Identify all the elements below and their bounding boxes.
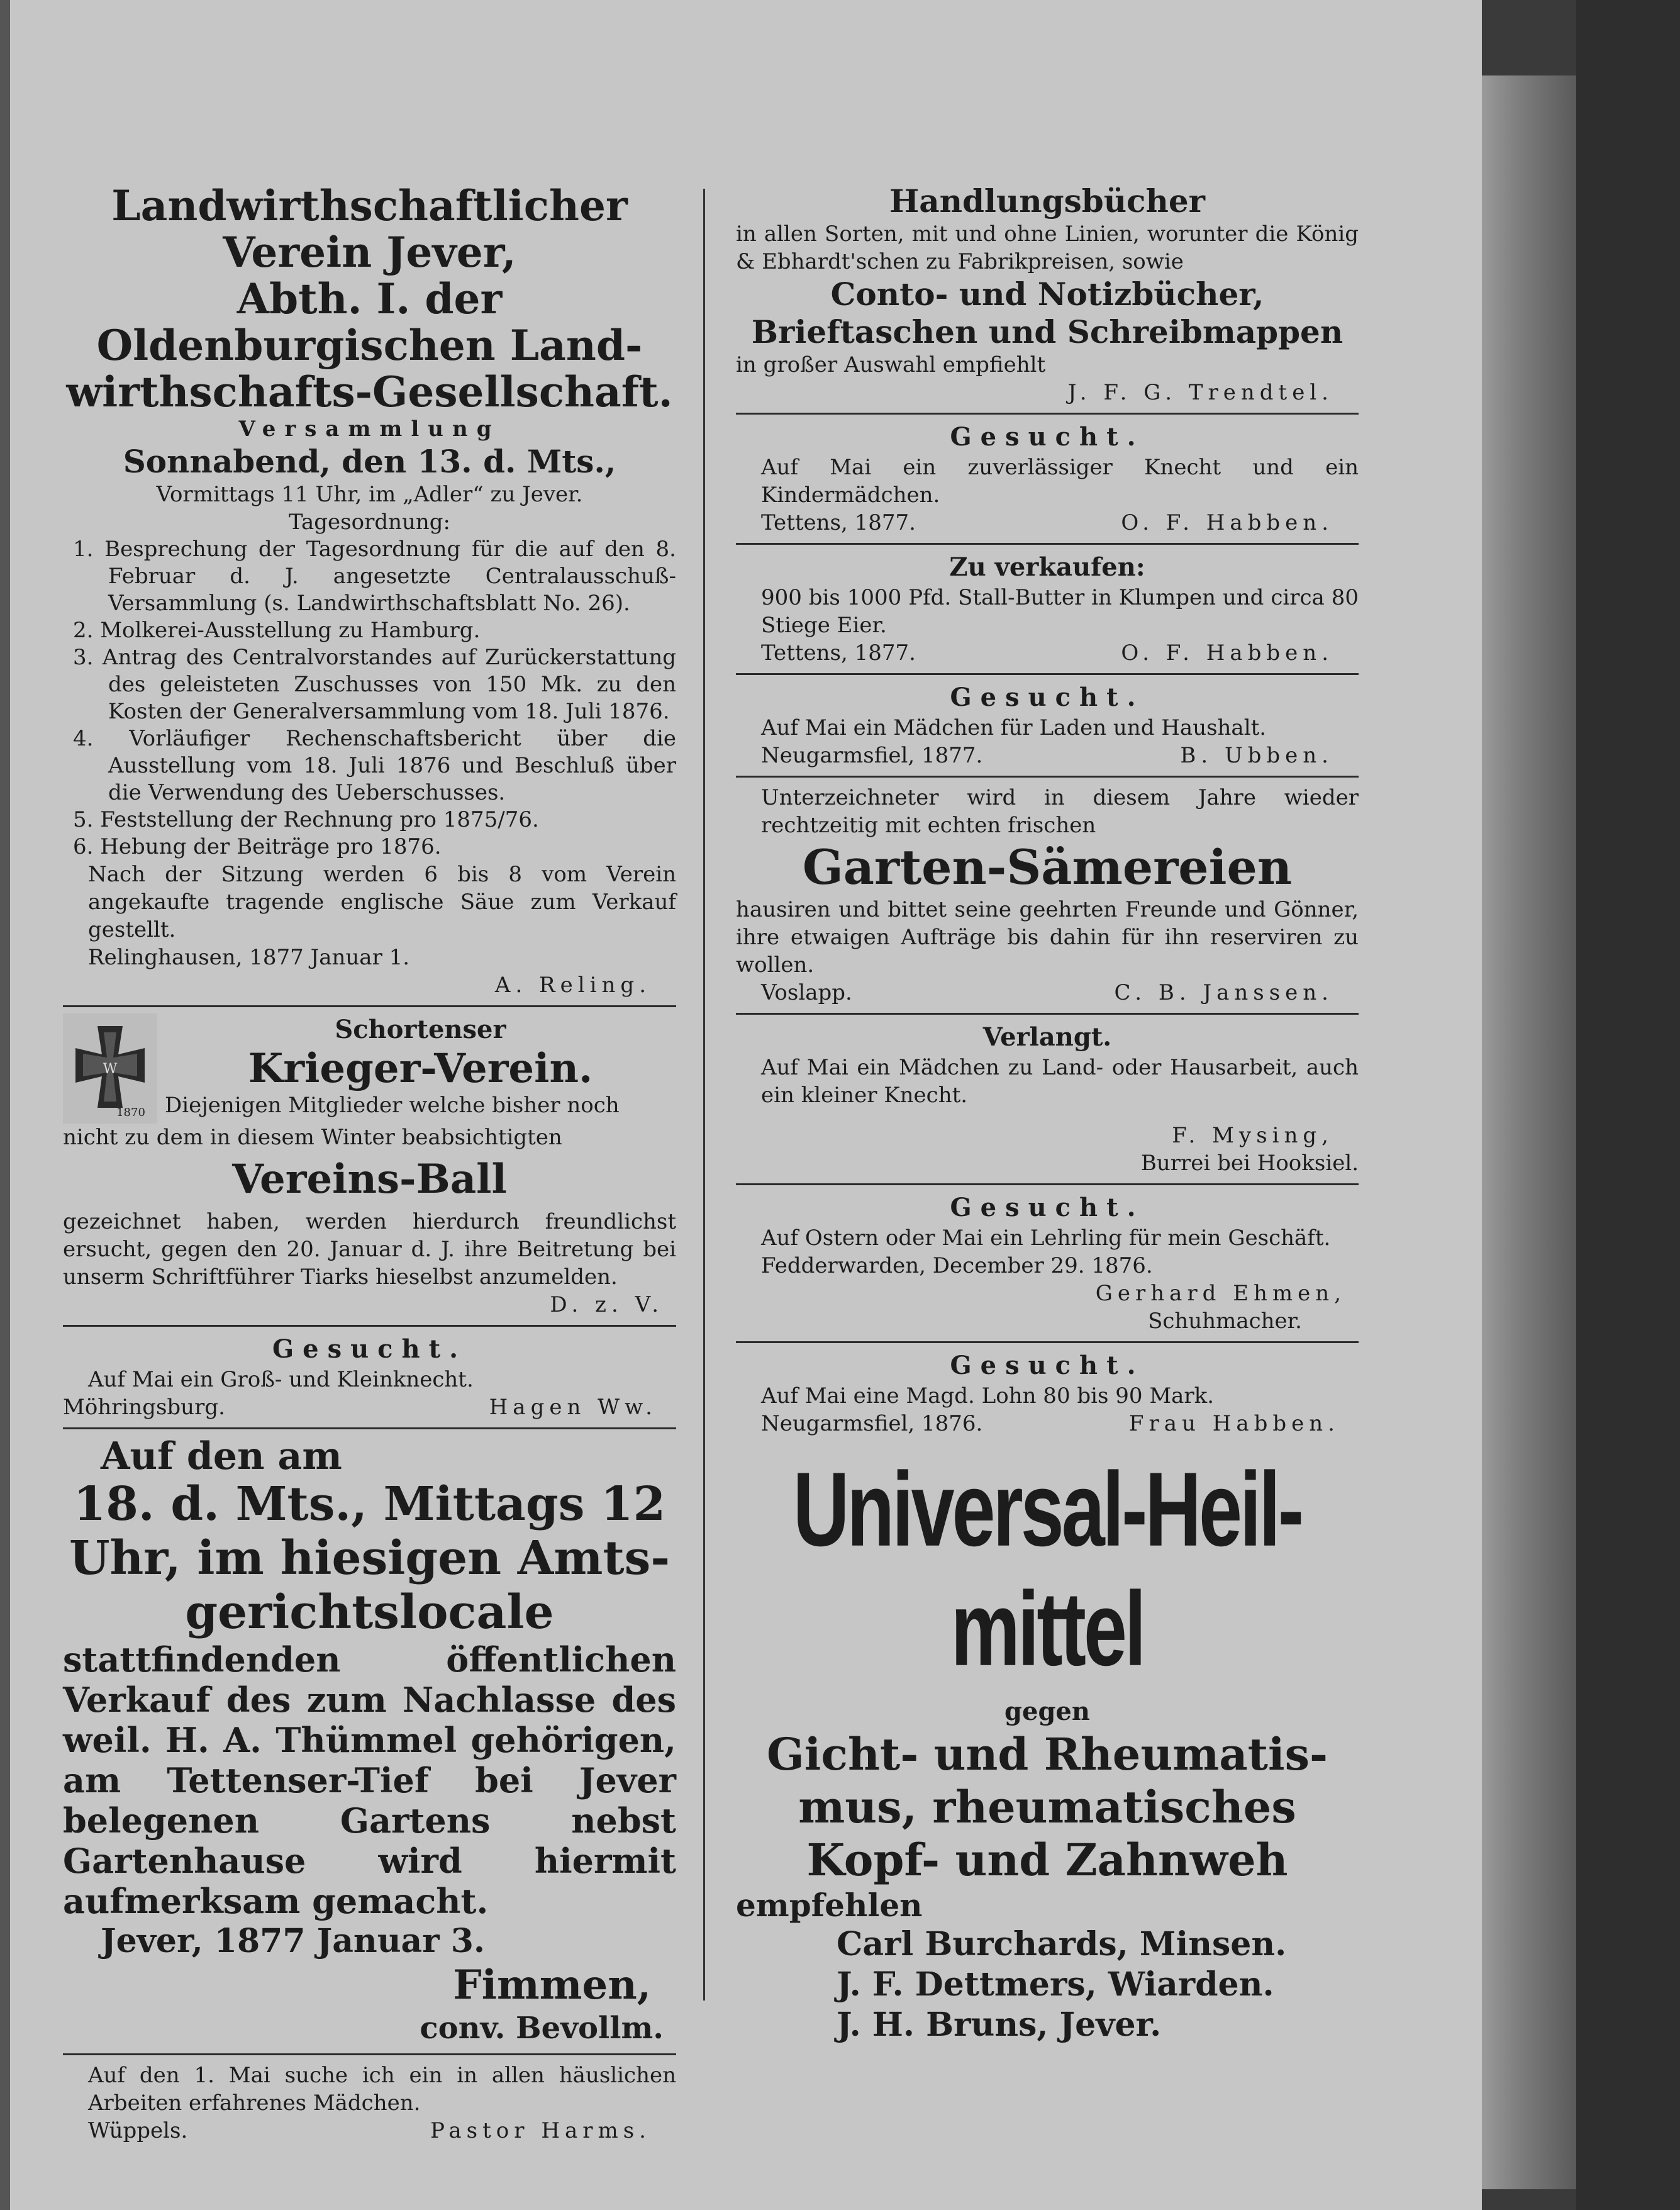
place-date: Fedderwarden, December 29. 1876. <box>761 1253 1153 1278</box>
ad-title-line: wirthschafts-Gesellschaft. <box>66 367 673 416</box>
ad-title: Gesucht. <box>950 1351 1145 1380</box>
agenda-list <box>63 536 676 861</box>
divider <box>63 2053 676 2055</box>
ad-text: Auf Mai ein Mädchen zu Land- oder Hausarbeit, auch ein kleiner Knecht. <box>761 1055 1359 1108</box>
ad-text: 900 bis 1000 Pfd. Stall-Butter in Klumpen und circa 80 Stiege Eier. <box>761 585 1359 638</box>
ad-text: Auf den 1. Mai suche ich ein in allen häuslichen Arbeiten erfahrenes Mädchen. <box>88 2063 676 2116</box>
ad-maedchen-wueppels <box>63 2062 676 2145</box>
divider <box>63 1005 676 1007</box>
ad-text: in allen Sorten, mit und ohne Linien, worunter die König & Ebhardt'schen zu Fabrikpreisen, sowie <box>736 221 1359 274</box>
agenda-item: 6. Hebung der Beiträge pro 1876. <box>73 834 442 859</box>
divider <box>736 543 1359 545</box>
binding-gutter <box>0 0 10 2210</box>
ad-title: Gesucht. <box>950 1193 1145 1222</box>
place-date: Relinghausen, 1877 Januar 1. <box>88 945 410 970</box>
divider <box>63 1427 676 1429</box>
divider <box>736 1013 1359 1015</box>
left-column <box>63 182 676 2145</box>
ad-krieger-verein <box>63 1013 676 1319</box>
place: Neugarmsfiel, 1876. <box>761 1411 983 1436</box>
ad-line: Schortenser <box>335 1015 506 1044</box>
divider <box>736 1183 1359 1185</box>
ad-line: 18. d. Mts., Mittags 12 <box>73 1477 666 1531</box>
ad-highlight: Conto- und Notizbücher, <box>830 276 1264 313</box>
ad-highlight: Garten-Sämereien <box>802 839 1293 895</box>
column-rule <box>703 189 705 2001</box>
ad-highlight: Brieftaschen und Schreibmappen <box>751 313 1343 350</box>
right-column <box>736 182 1359 2045</box>
ad-garten-saemereien <box>736 784 1359 1007</box>
ad-title-line: Landwirthschaftlicher Verein Jever, <box>111 181 628 277</box>
ad-line: mus, rheumatisches <box>798 1781 1296 1833</box>
divider <box>736 673 1359 675</box>
event-title: Vereins-Ball <box>232 1156 507 1203</box>
signature-place: Burrei bei Hooksiel. <box>1140 1151 1359 1176</box>
place: Voslapp. <box>761 980 852 1005</box>
ad-text: gezeichnet haben, werden hierdurch freundlichst ersucht, gegen den 20. Januar d. J. ihre Beitretung bei unserm Schriftführer Tiarks hieselbst anzumelden. <box>63 1209 676 1290</box>
ad-title: Gesucht. <box>950 422 1145 452</box>
ad-text: Diejenigen Mitglieder welche bisher noch <box>165 1093 620 1118</box>
signature: Gerhard Ehmen, <box>1095 1281 1346 1306</box>
ad-title: Gesucht. <box>272 1334 467 1364</box>
ad-verkauf-thuemmel <box>63 1436 676 2047</box>
divider <box>736 413 1359 415</box>
signature: J. F. G. Trendtel. <box>1067 380 1333 405</box>
ad-text: Auf Ostern oder Mai ein Lehrling für mein Geschäft. <box>761 1225 1331 1251</box>
ad-line: Kopf- und Zahnweh <box>806 1834 1288 1886</box>
meeting-time-place: Vormittags 11 Uhr, im „Adler“ zu Jever. <box>156 482 583 507</box>
vendor-name: Carl Burchards, Minsen. <box>837 1925 1287 1963</box>
place: Tettens, 1877. <box>761 510 916 535</box>
divider <box>736 1341 1359 1343</box>
place: Neugarmsfiel, 1877. <box>761 743 983 768</box>
agenda-item: 4. Vorläufiger Rechenschaftsbericht über die Ausstellung vom 18. Juli 1876 und Beschluß über die Verwendung des Ueberschusses. <box>73 726 676 805</box>
ad-gesucht-fedderwarden <box>736 1192 1359 1335</box>
place-date: Jever, 1877 Januar 3. <box>101 1922 486 1960</box>
signature-role: Schuhmacher. <box>1148 1309 1302 1334</box>
cross-letter: W <box>103 1061 118 1077</box>
agenda-item: 3. Antrag des Centralvorstandes auf Zurückerstattung des geleisteten Zuschusses von 150 Mk. zu den Kosten der Generalversammlung vom 18. Juli 1876. <box>73 645 676 724</box>
ad-text: Unterzeichneter wird in diesem Jahre wieder rechtzeitig mit echten frischen <box>761 785 1359 838</box>
ad-title: Zu verkaufen: <box>949 552 1145 582</box>
ad-text: Auf Mai ein Mädchen für Laden und Haushalt. <box>761 715 1267 740</box>
signature: Pastor Harms. <box>430 2118 651 2143</box>
ad-line: gerichtslocale <box>185 1585 554 1639</box>
ad-zu-verkaufen <box>736 551 1359 667</box>
ad-text: Auf Mai ein zuverlässiger Knecht und ein Kindermädchen. <box>761 455 1359 508</box>
iron-cross-icon <box>63 1013 157 1124</box>
versammlung-label: Versammlung <box>238 416 501 442</box>
vendor-name: J. F. Dettmers, Wiarden. <box>837 1965 1274 2004</box>
page-edge <box>1482 75 1576 2189</box>
scan-background <box>1576 0 1680 2210</box>
ad-headline: Universal-Heil- <box>793 1451 1302 1569</box>
ad-gesucht-moehringsburg <box>63 1333 676 1421</box>
ad-text: in großer Auswahl empfiehlt <box>736 352 1046 377</box>
signature: Frau Habben. <box>1128 1411 1340 1436</box>
agenda-item: 1. Besprechung der Tagesordnung für die auf den 8. Februar d. J. angesetzte Centralausschuß-Versammlung (s. Landwirthschaftsblatt No. 26). <box>73 537 676 616</box>
signature: Fimmen, <box>453 1962 651 2009</box>
signature: F. Mysing, <box>1172 1123 1333 1148</box>
signature: Hagen Ww. <box>489 1395 657 1420</box>
signature: D. z. V. <box>550 1292 664 1317</box>
signature: A. Reling. <box>494 973 651 998</box>
ad-title-line: Abth. I. der Oldenburgischen Land- <box>96 274 643 370</box>
ad-universal-heilmittel <box>736 1451 1359 2045</box>
ad-gesucht-magd <box>736 1349 1359 1437</box>
ad-note: Nach der Sitzung werden 6 bis 8 vom Verein angekaufte tragende englische Säue zum Verkauf gestellt. <box>88 862 676 942</box>
ad-handlungsbuecher <box>736 182 1359 406</box>
ad-landwirthschaftlicher-verein <box>63 182 676 999</box>
place: Wüppels. <box>88 2118 188 2143</box>
ad-text: Auf Mai eine Magd. Lohn 80 bis 90 Mark. <box>761 1383 1215 1409</box>
signature-role: conv. Bevollm. <box>420 2011 664 2046</box>
meeting-date: Sonnabend, den 13. d. Mts., <box>123 443 616 480</box>
ad-line: Uhr, im hiesigen Amts- <box>69 1531 670 1585</box>
ad-verlangt <box>736 1021 1359 1177</box>
signature: B. Ubben. <box>1180 743 1333 768</box>
ad-text: nicht zu dem in diesem Winter beabsichtigten <box>63 1125 562 1150</box>
cross-year: 1870 <box>116 1106 145 1119</box>
ad-title: Verlangt. <box>982 1022 1112 1052</box>
signature: O. F. Habben. <box>1121 640 1333 666</box>
ad-text: Auf Mai ein Groß- und Kleinknecht. <box>88 1367 474 1392</box>
ad-gesucht-tettens <box>736 421 1359 537</box>
ad-title: Handlungsbücher <box>889 182 1206 220</box>
ad-word: gegen <box>1004 1697 1090 1726</box>
agenda-item: 5. Feststellung der Rechnung pro 1875/76. <box>73 807 539 832</box>
vendor-name: J. H. Bruns, Jever. <box>837 2006 1162 2044</box>
agenda-label: Tagesordnung: <box>288 510 451 535</box>
ad-text: hausiren und bittet seine geehrten Freunde und Gönner, ihre etwaigen Aufträge bis dahin für ihn reserviren zu wollen. <box>736 897 1359 978</box>
ad-body: stattfindenden öffentlichen Verkauf des zum Nachlasse des weil. H. A. Thümmel gehörigen, am Tettenser-Tief bei Jever belegenen Gartens nebst Gartenhause wird hiermit aufmerksam gemacht. <box>63 1639 676 1921</box>
ad-gesucht-neugarmsfiel <box>736 681 1359 769</box>
divider <box>736 776 1359 778</box>
ad-title: Krieger-Verein. <box>248 1045 593 1092</box>
divider <box>63 1325 676 1327</box>
ad-headline: mittel <box>950 1570 1144 1688</box>
agenda-item: 2. Molkerei-Ausstellung zu Hamburg. <box>73 618 481 643</box>
ad-line: Gicht- und Rheumatis- <box>766 1728 1328 1780</box>
signature: O. F. Habben. <box>1121 510 1333 535</box>
ad-title: Gesucht. <box>950 683 1145 712</box>
ad-line: Auf den am <box>101 1434 342 1478</box>
signature: C. B. Janssen. <box>1114 980 1333 1005</box>
ad-word: empfehlen <box>736 1887 923 1924</box>
place: Möhringsburg. <box>63 1395 225 1420</box>
place: Tettens, 1877. <box>761 640 916 666</box>
